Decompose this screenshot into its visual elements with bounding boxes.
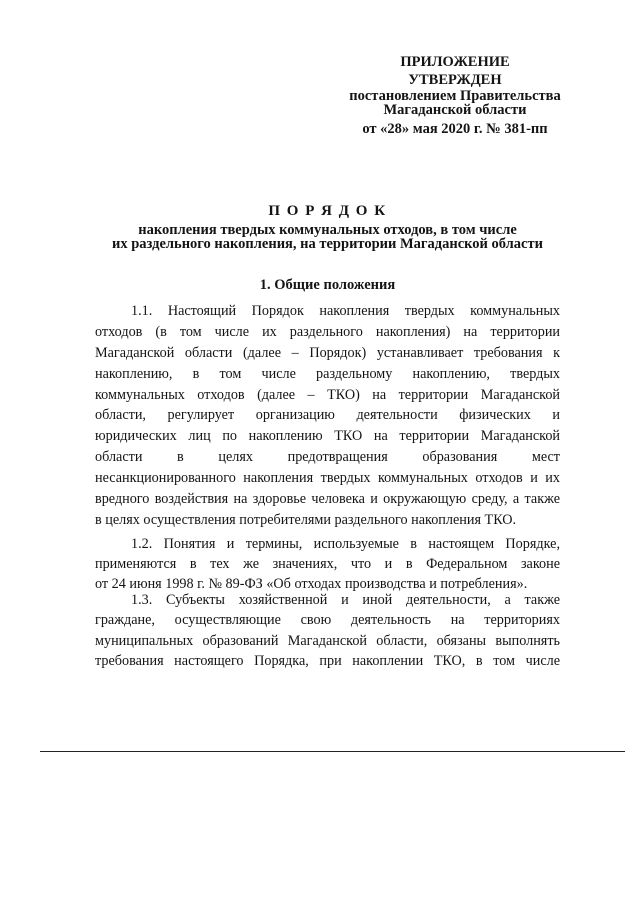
paragraph-line: вредного воздействия на здоровье человека и окружающую среду, а также (95, 491, 560, 508)
paragraph (95, 534, 560, 594)
paragraph-line: муниципальных образований Магаданской области, обязаны выполнять (95, 632, 560, 649)
document-title: П О Р Я Д О К (268, 203, 387, 219)
paragraph-line: Магаданской области (далее – Порядок) устанавливает требования к (95, 344, 560, 361)
paragraph-line: юридических лиц по накоплению ТКО на территории Магаданской (95, 428, 560, 445)
section-heading: 1. Общие положения (259, 277, 396, 293)
paragraph-line: 1.1. Настоящий Порядок накопления твердых коммунальных (131, 303, 560, 319)
appendix-label: ПРИЛОЖЕНИЕ (400, 54, 510, 70)
paragraph-line: в целях осуществления потребителями раздельного накопления ТКО. (95, 511, 517, 528)
paragraph-line: граждане, осуществляющие свою деятельность на территориях (95, 612, 560, 629)
paragraph-line: применяются в тех же значениях, что и в Федеральном законе (95, 556, 560, 572)
paragraph-line: от 24 июня 1998 г. № 89-ФЗ «Об отходах производства и потребления». (95, 576, 528, 592)
paragraph (95, 590, 560, 671)
paragraph-line: 1.2. Понятия и термины, используемые в настоящем Порядке, (131, 536, 560, 552)
paragraph-line: 1.3. Субъекты хозяйственной и иной деятельности, а также (131, 592, 560, 608)
paragraph-line: накоплению, в том числе раздельному накоплению, твердых (95, 365, 560, 382)
paragraph-line: области, регулирует организацию деятельности физических и (95, 407, 560, 424)
paragraph-line: несанкционированного накопления твердых коммунальных отходов и их (95, 470, 560, 487)
resolution-line: постановлением Правительства (349, 88, 561, 104)
document-subtitle-line: их раздельного накопления, на территории Магаданской области (112, 236, 543, 252)
paragraph-line: области в целях предотвращения образования мест (95, 449, 560, 466)
approval-label: УТВЕРЖДЕН (408, 72, 502, 88)
resolution-line: Магаданской области (383, 102, 527, 118)
document-date-number: от «28» мая 2020 г. № 381-пп (362, 121, 548, 137)
document-subtitle-line: накопления твердых коммунальных отходов, в том числе (138, 222, 517, 238)
paragraph-line: отходов (в том числе их раздельного накопления) на территории (95, 323, 560, 340)
paragraph (95, 301, 560, 531)
paragraph-line: требования настоящего Порядка, при накоплении ТКО, в том числе (95, 652, 560, 669)
paragraph-line: коммунальных отходов (далее – ТКО) на территории Магаданской (95, 386, 560, 403)
footer-rule (40, 751, 625, 752)
